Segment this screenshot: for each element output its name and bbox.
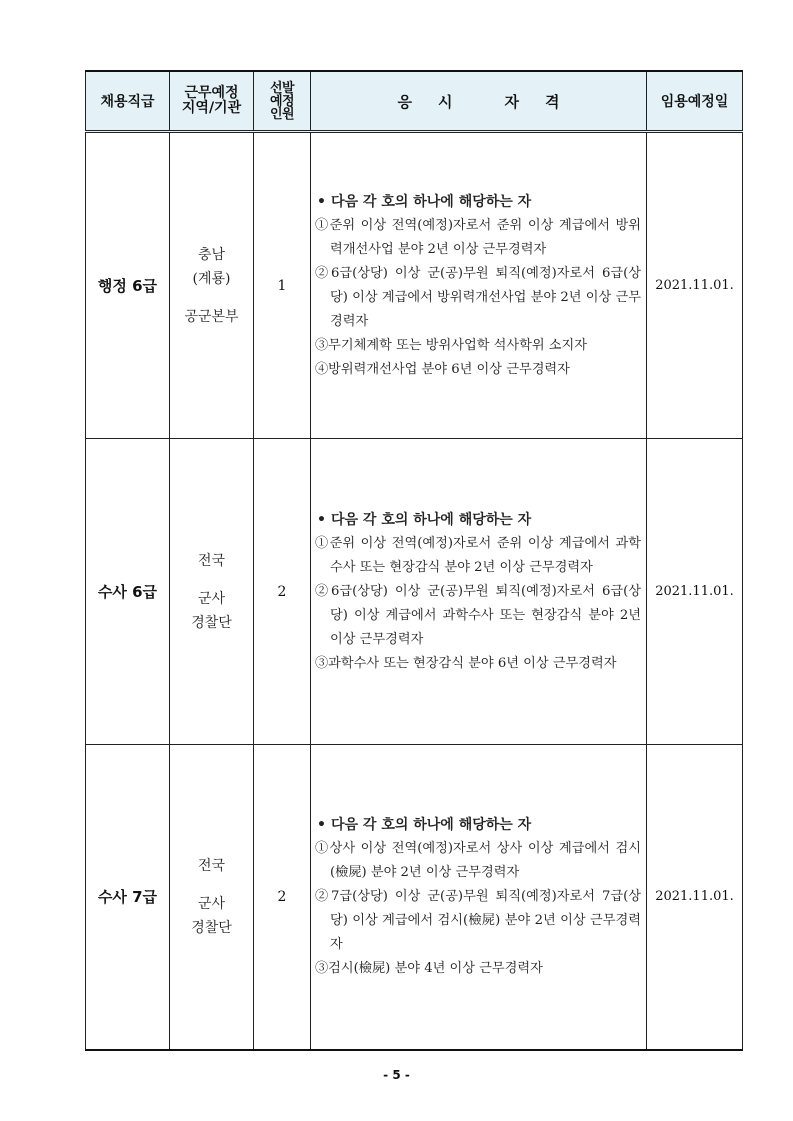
header-position: 채용직급 [86,71,170,132]
qualification-lead-text: 다음 각 호의 하나에 해당하는 자 [331,816,532,833]
table-row [86,745,743,1050]
header-qualification-char: 응 [397,92,412,111]
location-cell [170,439,254,745]
header-qualification-char: 격 [545,92,560,111]
recruitment-table [85,70,743,1051]
qualification-item: ②7급(상당) 이상 군(공)무원 퇴직(예정)자로서 7급(상당) 이상 계급에서 검시(檢屍) 분야 2년 이상 근무경력자 [315,888,641,952]
table-row [86,132,743,439]
header-count-line1: 선발 [269,80,295,96]
location-line: 전국 [197,857,226,874]
qualification-cell [311,745,647,1050]
header-qualification-char: 시 [438,92,453,111]
qualification-item: ①준위 이상 전역(예정)자로서 준위 이상 계급에서 과학수사 또는 현장감식 분야 2년 이상 근무경력자 [315,535,641,575]
qualification-lead-text: 다음 각 호의 하나에 해당하는 자 [331,193,532,210]
location-cell [170,745,254,1050]
header-count-line3: 인원 [269,106,295,122]
qualification-item: ③무기체계학 또는 방위사업학 석사학위 소지자 [315,337,587,353]
position-cell: 수사 7급 [86,745,170,1050]
qualification-item: ④방위력개선사업 분야 6년 이상 근무경력자 [315,361,570,377]
page-number: - 5 - [383,1068,410,1082]
location-line: 충남 [197,246,226,263]
qualification-cell [311,132,647,439]
location-line: 전국 [197,552,226,569]
header-count [254,71,311,132]
qualification-lead-text: 다음 각 호의 하나에 해당하는 자 [331,511,532,528]
header-count-line2: 예정 [269,93,295,109]
header-location [170,71,254,132]
qualification-lead [317,190,641,214]
location-line: (계룡) [192,270,231,287]
header-location-line1: 근무예정 [184,85,239,101]
bullet-icon: • [317,193,326,210]
date-cell: 2021.11.01. [647,132,743,439]
location-line: 군사 [197,895,226,912]
date-cell: 2021.11.01. [647,745,743,1050]
location-line: 경찰단 [191,919,232,936]
table-row [86,439,743,745]
count-cell: 2 [254,745,311,1050]
bullet-icon: • [317,511,326,528]
position-cell: 수사 6급 [86,439,170,745]
qualification-lead [317,813,641,837]
date-cell: 2021.11.01. [647,439,743,745]
qualification-item: ②6급(상당) 이상 군(공)무원 퇴직(예정)자로서 6급(상당) 이상 계급에서 과학수사 또는 현장감식 분야 2년 이상 근무경력자 [315,583,641,647]
qualification-item: ①준위 이상 전역(예정)자로서 준위 이상 계급에서 방위력개선사업 분야 2년 이상 근무경력자 [315,217,641,257]
count-cell: 1 [254,132,311,439]
position-cell: 행정 6급 [86,132,170,439]
header-qualification [311,71,647,132]
location-cell [170,132,254,439]
table-header-row [86,71,743,132]
bullet-icon: • [317,816,326,833]
header-date: 임용예정일 [647,71,743,132]
qualification-cell [311,439,647,745]
header-location-line2: 지역/기관 [181,100,242,116]
location-line: 공군본부 [184,308,239,325]
location-line: 경찰단 [191,614,232,631]
qualification-item: ③과학수사 또는 현장감식 분야 6년 이상 근무경력자 [315,655,617,671]
header-qualification-char: 자 [504,92,519,111]
location-line: 군사 [197,590,226,607]
qualification-item: ③검시(檢屍) 분야 4년 이상 근무경력자 [315,960,543,976]
qualification-item: ②6급(상당) 이상 군(공)무원 퇴직(예정)자로서 6급(상당) 이상 계급에서 방위력개선사업 분야 2년 이상 근무경력자 [315,265,641,329]
qualification-item: ①상사 이상 전역(예정)자로서 상사 이상 계급에서 검시(檢屍) 분야 2년 이상 근무경력자 [315,840,641,880]
count-cell: 2 [254,439,311,745]
qualification-lead [317,508,641,532]
